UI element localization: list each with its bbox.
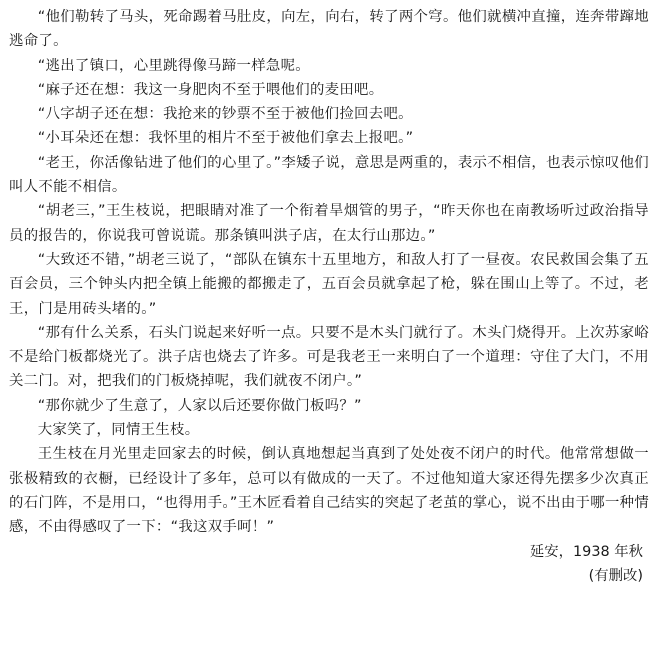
paragraph: “逃出了镇口，心里跳得像马蹄一样急呢。	[37, 57, 310, 74]
document-body	[9, 5, 649, 588]
paragraph: “老王，你活像钻进了他们的心里了。”李矮子说，意思是两重的，表示不相信，也表示惊叹他们叫人不能不相信。	[9, 154, 649, 196]
paragraph: “小耳朵还在想：我怀里的相片不至于被他们拿去上报吧。”	[37, 130, 414, 147]
paragraph: “胡老三，”王生枝说，把眼睛对准了一个衔着旱烟管的男子，“昨天你也在南教场听过政治指导员的报告的，你说我可曾说谎。那条镇叫洪子店，在太行山那边。”	[9, 203, 649, 244]
paragraph: 王生枝在月光里走回家去的时候，倒认真地想起当真到了处处夜不闭户的时代。他常常想做一张极精致的衣橱，已经设计了多年，总可以有做成的一天了。不过他知道大家还得先摆多少次真正的石门阵，不是用口，“也得用手。”王木匠看着自己结实的突起了老茧的掌心，说不出由于哪一种情感，不由得感叹了一下：“我这双手呵！”	[9, 446, 650, 536]
paragraph: “那有什么关系，石头门说起来好听一点。只要不是木头门就行了。木头门烧得开。上次苏家峪不是给门板都烧光了。洪子店也烧去了许多。可是我老王一来明白了一个道理：守住了大门，不用关二门。对，把我们的门板烧掉呢，我们就夜不闭户。”	[9, 324, 649, 390]
paragraph: 大家笑了，同情王生枝。	[37, 422, 200, 439]
signature-line: 延安，1938 年秋	[529, 543, 643, 560]
abridged-note: (有删改)	[588, 567, 643, 584]
paragraph: “麻子还在想：我这一身肥肉不至于喂他们的麦田吧。	[37, 81, 384, 98]
paragraph: “那你就少了生意了，人家以后还要你做门板吗？”	[37, 397, 362, 414]
paragraph: “八字胡子还在想：我抢来的钞票不至于被他们捡回去吧。	[37, 106, 413, 123]
paragraph: “他们勒转了马头，死命踢着马肚皮，向左，向右，转了两个穹。他们就横冲直撞，连奔带蹿地逃命了。	[9, 9, 649, 50]
paragraph: “大致还不错，”胡老三说了，“部队在镇东十五里地方，和敌人打了一昼夜。农民救国会集了五百会员，三个钟头内把全镇上能搬的都搬走了，五百会员就拿起了枪，躲在围山上等了。不过，老王，门是用砖头堵的。”	[9, 251, 649, 317]
